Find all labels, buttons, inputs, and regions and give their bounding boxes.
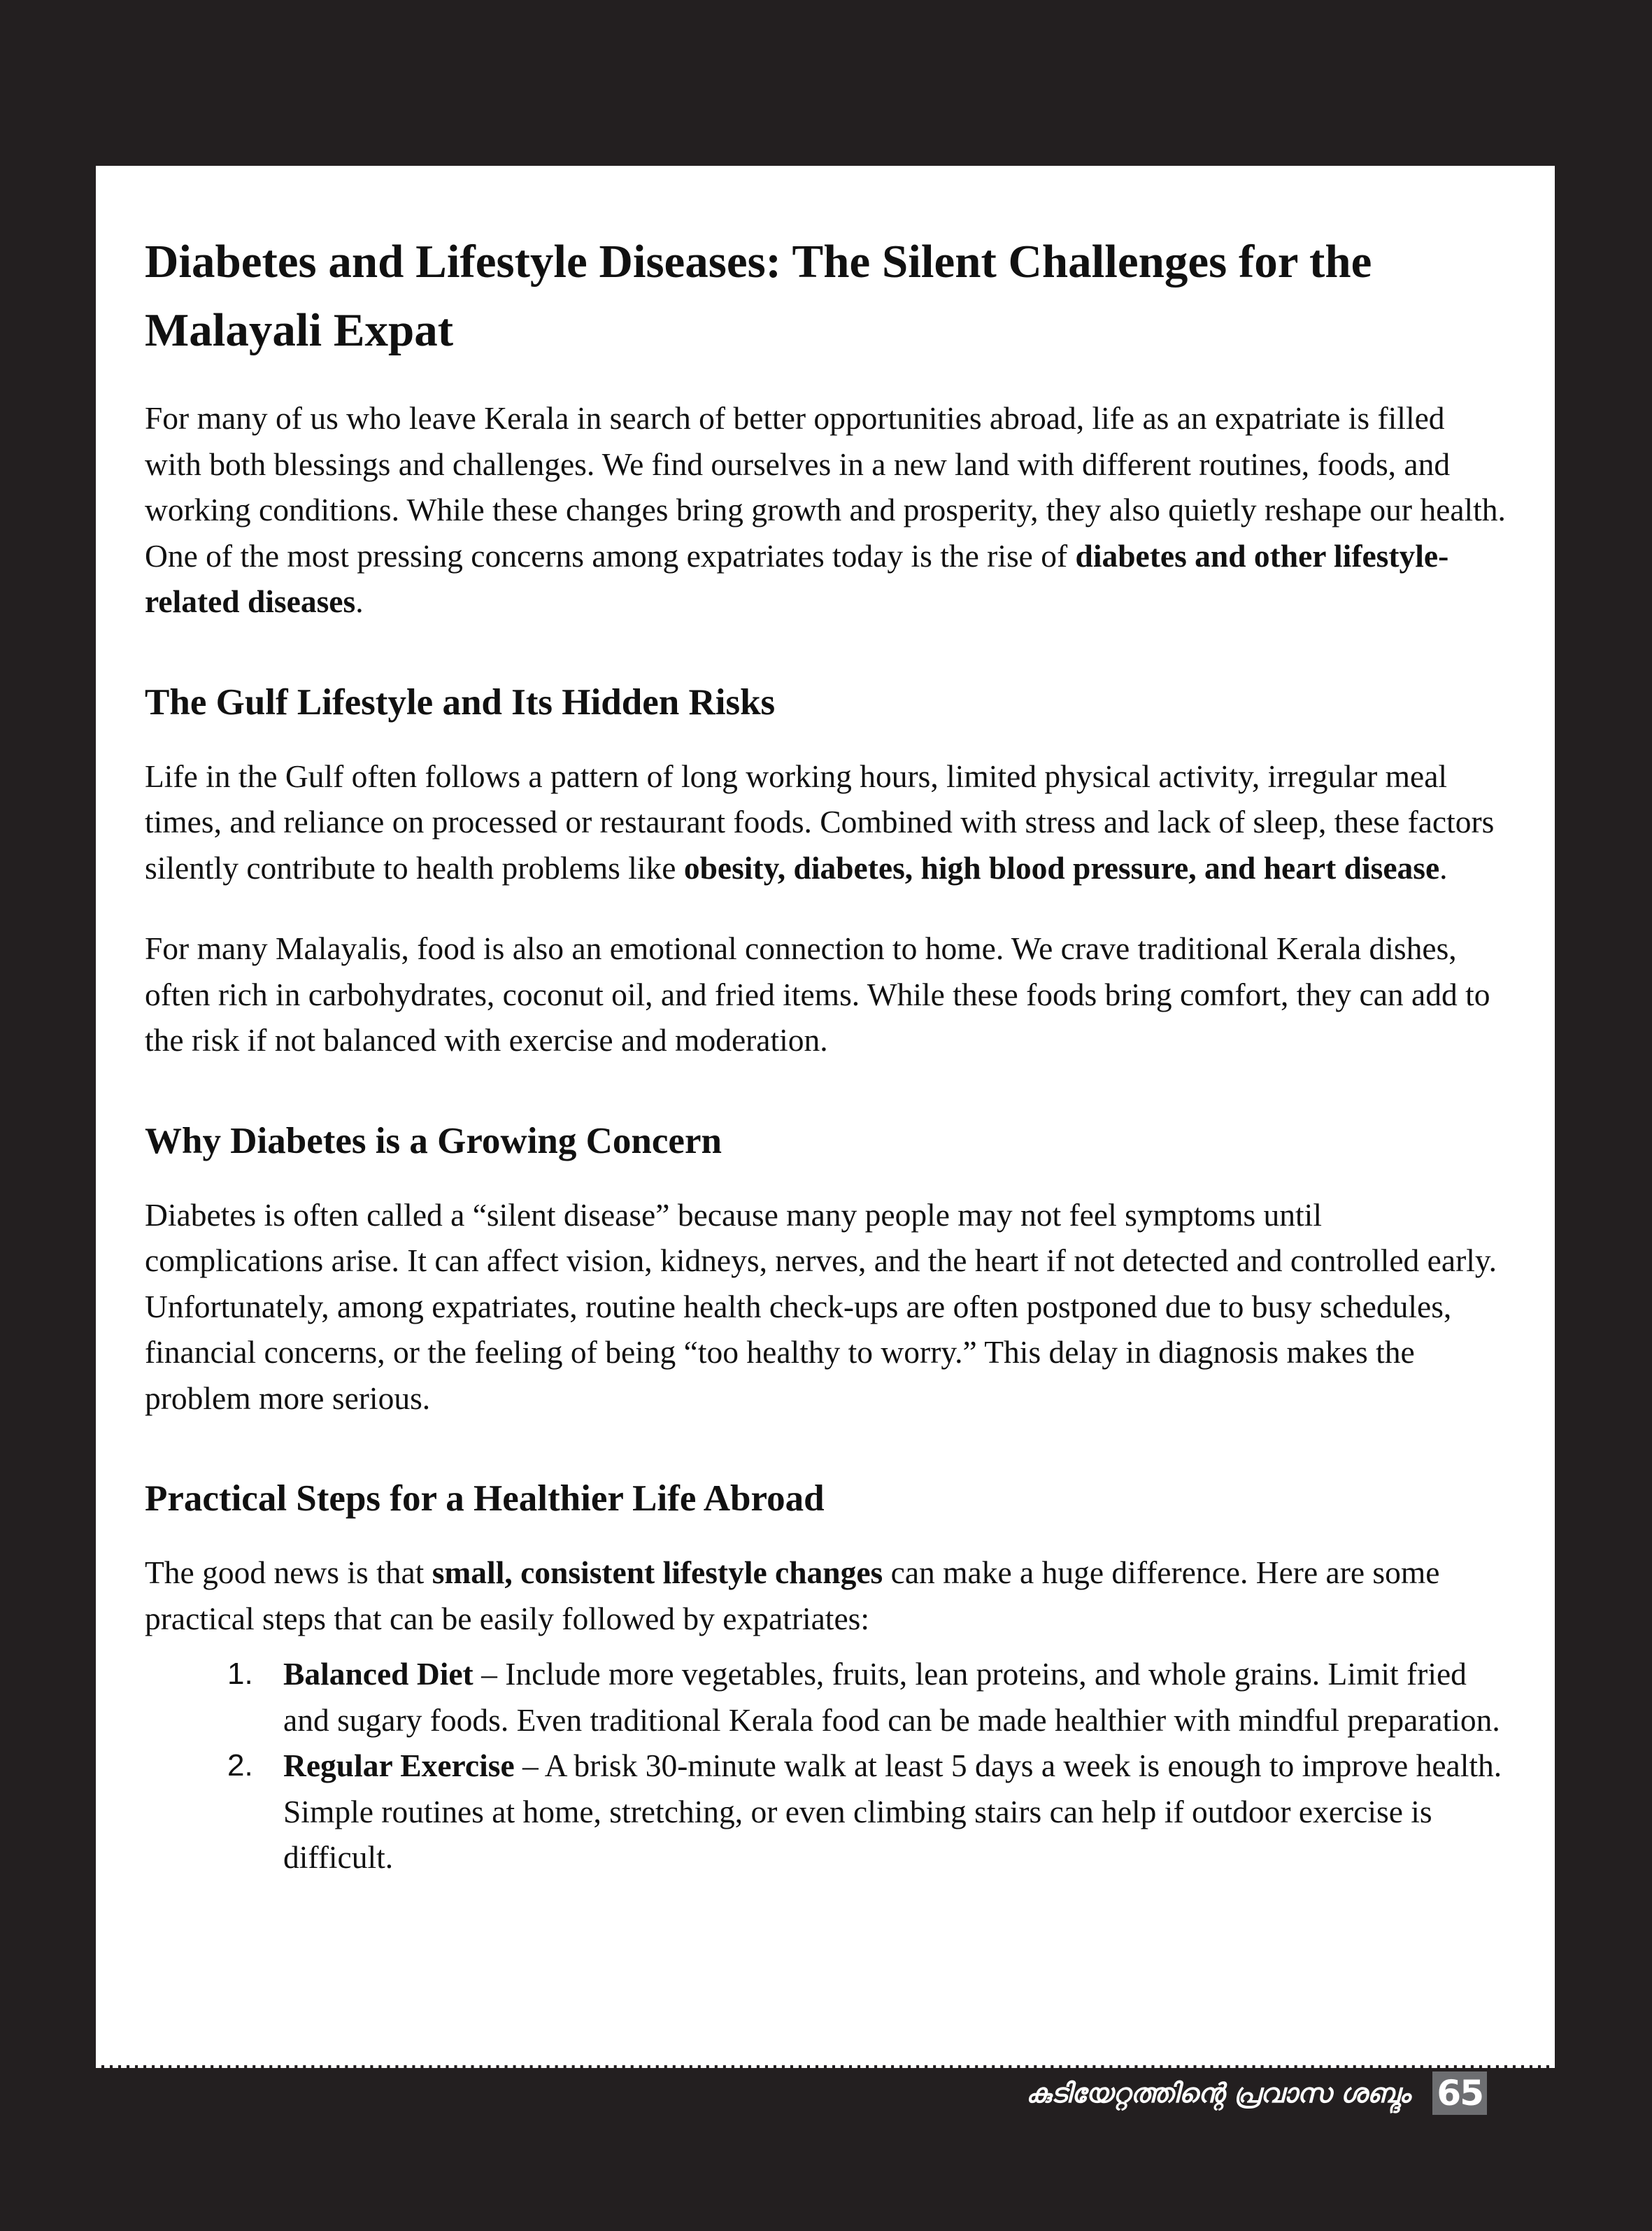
- steps-intro-bold: small, consistent lifestyle changes: [432, 1554, 883, 1590]
- page-number: 65: [1432, 2071, 1487, 2115]
- list-item: [227, 1743, 1507, 1881]
- list-item-number: 2.: [227, 1748, 253, 1783]
- intro-paragraph: [145, 395, 1507, 625]
- steps-intro-paragraph: [145, 1550, 1507, 1641]
- diabetes-paragraph: Diabetes is often called a “silent disease” because many people may not feel symptoms until complications arise. It can affect vision, kidneys, nerves, and the heart if not detected and controlled early. Unfortunately, among expatriates, routine health check-ups are often postponed due to busy schedules, financial concerns, or the feeling of being “too healthy to worry.” This delay in diagnosis makes the problem more serious.: [145, 1196, 1497, 1416]
- steps-intro-text-2: can make a huge difference. Here are some practical steps that can be easily followed by expatriates:: [145, 1554, 1440, 1636]
- page-footer: [1026, 2069, 1487, 2118]
- gulf-text-1: Life in the Gulf often follows a pattern of long working hours, limited physical activity, irregular meal times, and reliance on processed or restaurant foods. Combined with stress and lack of sleep, these factors silently contribute to health problems like: [145, 758, 1495, 886]
- page-bottom-divider: [96, 2065, 1555, 2068]
- section-heading-gulf-lifestyle: The Gulf Lifestyle and Its Hidden Risks: [145, 681, 776, 723]
- section-heading-practical-steps: Practical Steps for a Healthier Life Abroad: [145, 1478, 825, 1519]
- gulf-text-2: .: [1439, 849, 1448, 886]
- list-item: [227, 1651, 1507, 1743]
- list-item-label: Regular Exercise: [283, 1748, 515, 1783]
- article-page: [96, 166, 1555, 2065]
- publication-name: കുടിയേറ്റത്തിന്റെ പ്രവാസ ശബ്ദം: [1025, 2077, 1411, 2109]
- gulf-paragraph-1: [145, 753, 1507, 891]
- section-heading-diabetes-concern: Why Diabetes is a Growing Concern: [145, 1120, 722, 1161]
- gulf-paragraph-2: For many Malayalis, food is also an emotional connection to home. We crave traditional Kerala dishes, often rich in carbohydrates, coconut oil, and fried items. While these foods bring comfort, they can add to the risk if not balanced with exercise and moderation.: [145, 930, 1490, 1058]
- intro-bold: diabetes and other lifestyle-related diseases: [145, 537, 1449, 619]
- gulf-bold: obesity, diabetes, high blood pressure, and heart disease: [683, 849, 1440, 886]
- list-item-number: 1.: [227, 1657, 253, 1691]
- steps-intro-text-1: The good news is that: [145, 1554, 432, 1590]
- article-title: Diabetes and Lifestyle Diseases: The Silent Challenges for the Malayali Expat: [145, 236, 1372, 356]
- list-item-label: Balanced Diet: [283, 1656, 473, 1692]
- steps-list: [145, 1651, 1507, 1881]
- intro-text-2: .: [355, 583, 364, 619]
- list-item-text: – Include more vegetables, fruits, lean proteins, and whole grains. Limit fried and sugary foods. Even traditional Kerala food can be made healthier with mindful preparation.: [283, 1656, 1500, 1738]
- list-item-text: – A brisk 30-minute walk at least 5 days a week is enough to improve health. Simple routines at home, stretching, or even climbing stairs can help if outdoor exercise is difficult.: [283, 1748, 1502, 1875]
- intro-text-1: For many of us who leave Kerala in search of better opportunities abroad, life as an expatriate is filled with both blessings and challenges. We find ourselves in a new land with different routines, foods, and working conditions. While these changes bring growth and prosperity, they also quietly reshape our health. One of the most pressing concerns among expatriates today is the rise of: [145, 400, 1506, 574]
